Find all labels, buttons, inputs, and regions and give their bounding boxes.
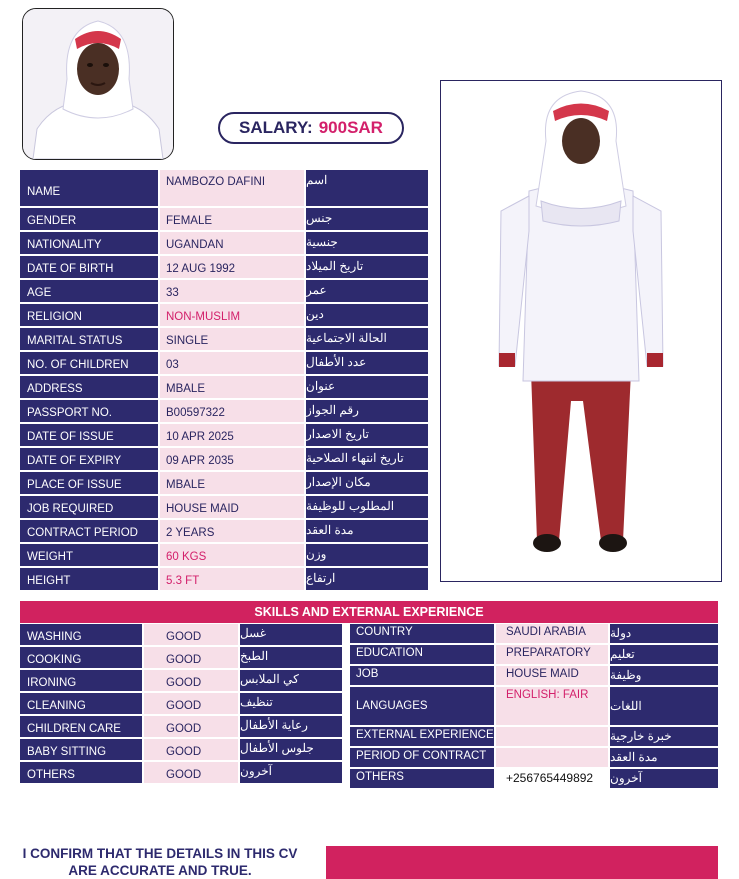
skill-label: CLEANING [20, 693, 142, 714]
experience-row [350, 727, 718, 746]
skill-label-ar: الطبخ [240, 647, 342, 668]
skill-row [20, 670, 342, 691]
bio-label: PLACE OF ISSUE [20, 472, 158, 494]
experience-label: PERIOD OF CONTRACT [350, 748, 494, 767]
skill-label-ar: رعاية الأطفال [240, 716, 342, 737]
experience-value: SAUDI ARABIA [496, 624, 608, 643]
skill-row [20, 624, 342, 645]
bio-label-ar: الحالة الاجتماعية [306, 328, 428, 350]
confirmation-statement: I CONFIRM THAT THE DETAILS IN THIS CV ARE ACCURATE AND TRUE. [22, 846, 298, 878]
bio-value: 12 AUG 1992 [160, 256, 304, 278]
experience-label: EXTERNAL EXPERIENCE [350, 727, 494, 746]
skill-label-ar: آخرون [240, 762, 342, 783]
bio-label: NAME [20, 170, 158, 206]
signature-bar [326, 846, 718, 879]
bio-label-ar: وزن [306, 544, 428, 566]
skill-label: BABY SITTING [20, 739, 142, 760]
bio-value: 10 APR 2025 [160, 424, 304, 446]
salary-label: SALARY: [239, 118, 313, 137]
bio-label: MARITAL STATUS [20, 328, 158, 350]
experience-label-ar: آخرون [610, 769, 718, 788]
experience-table [350, 624, 718, 790]
bio-label-ar: المطلوب للوظيفة [306, 496, 428, 518]
experience-label: LANGUAGES [350, 687, 494, 725]
bio-label-ar: تاريخ الميلاد [306, 256, 428, 278]
bio-row-contract [20, 520, 428, 542]
experience-value: ENGLISH: FAIR [496, 687, 608, 725]
full-length-photo [440, 80, 722, 582]
bio-label-ar: تاريخ الاصدار [306, 424, 428, 446]
skill-row [20, 739, 342, 760]
portrait-photo [22, 8, 174, 160]
experience-label: EDUCATION [350, 645, 494, 664]
experience-value: +256765449892 [496, 769, 608, 788]
bio-label-ar: اسم [306, 170, 428, 206]
skill-label: IRONING [20, 670, 142, 691]
experience-value: HOUSE MAID [496, 666, 608, 685]
bio-row-religion [20, 304, 428, 326]
bio-value: UGANDAN [160, 232, 304, 254]
bio-label: RELIGION [20, 304, 158, 326]
skill-label-ar: غسل [240, 624, 342, 645]
experience-row [350, 687, 718, 725]
skill-value: GOOD [144, 716, 238, 737]
experience-label: OTHERS [350, 769, 494, 788]
bio-row-issue-date [20, 424, 428, 446]
skill-label-ar: كي الملابس [240, 670, 342, 691]
experience-value [496, 727, 608, 746]
bio-label: DATE OF EXPIRY [20, 448, 158, 470]
skill-label: CHILDREN CARE [20, 716, 142, 737]
skill-label: OTHERS [20, 762, 142, 783]
bio-label: DATE OF ISSUE [20, 424, 158, 446]
bio-value: MBALE [160, 376, 304, 398]
bio-label: GENDER [20, 208, 158, 230]
skill-value: GOOD [144, 693, 238, 714]
bio-row-address [20, 376, 428, 398]
bio-row-marital [20, 328, 428, 350]
bio-label-ar: عمر [306, 280, 428, 302]
skill-value: GOOD [144, 762, 238, 783]
bio-label: JOB REQUIRED [20, 496, 158, 518]
bio-row-issue-place [20, 472, 428, 494]
experience-label-ar: تعليم [610, 645, 718, 664]
bio-value: B00597322 [160, 400, 304, 422]
experience-row [350, 624, 718, 643]
experience-label: JOB [350, 666, 494, 685]
bio-label: CONTRACT PERIOD [20, 520, 158, 542]
skill-row [20, 762, 342, 783]
bio-label: PASSPORT NO. [20, 400, 158, 422]
bio-label: WEIGHT [20, 544, 158, 566]
skill-label: COOKING [20, 647, 142, 668]
experience-label-ar: اللغات [610, 687, 718, 725]
bio-row-weight [20, 544, 428, 566]
bio-label-ar: عنوان [306, 376, 428, 398]
experience-label-ar: دولة [610, 624, 718, 643]
skill-row [20, 647, 342, 668]
bio-value: 60 KGS [160, 544, 304, 566]
skills-table [20, 624, 342, 785]
salary-value: 900SAR [318, 118, 383, 137]
experience-label-ar: وظيفة [610, 666, 718, 685]
bio-label-ar: جنسية [306, 232, 428, 254]
skill-value: GOOD [144, 670, 238, 691]
bio-label-ar: عدد الأطفال [306, 352, 428, 374]
bio-row-gender [20, 208, 428, 230]
bio-label-ar: مدة العقد [306, 520, 428, 542]
skill-row [20, 716, 342, 737]
bio-label: HEIGHT [20, 568, 158, 590]
bio-label: AGE [20, 280, 158, 302]
bio-value: 03 [160, 352, 304, 374]
bio-row-nationality [20, 232, 428, 254]
bio-value: NON-MUSLIM [160, 304, 304, 326]
skills-header: SKILLS AND EXTERNAL EXPERIENCE [20, 601, 718, 623]
experience-row [350, 645, 718, 664]
bio-row-name [20, 170, 428, 206]
bio-value: 09 APR 2035 [160, 448, 304, 470]
bio-label: NO. OF CHILDREN [20, 352, 158, 374]
skill-row [20, 693, 342, 714]
experience-row [350, 666, 718, 685]
experience-label: COUNTRY [350, 624, 494, 643]
bio-row-height [20, 568, 428, 590]
salary-badge [218, 112, 404, 144]
bio-value: 2 YEARS [160, 520, 304, 542]
bio-value: HOUSE MAID [160, 496, 304, 518]
experience-row [350, 748, 718, 767]
bio-row-dob [20, 256, 428, 278]
bio-label-ar: جنس [306, 208, 428, 230]
bio-row-expiry-date [20, 448, 428, 470]
experience-row [350, 769, 718, 788]
skill-value: GOOD [144, 647, 238, 668]
bio-label-ar: دين [306, 304, 428, 326]
experience-label-ar: خبرة خارجية [610, 727, 718, 746]
bio-value: MBALE [160, 472, 304, 494]
bio-label-ar: ارتفاع [306, 568, 428, 590]
bio-row-passport [20, 400, 428, 422]
skill-label-ar: جلوس الأطفال [240, 739, 342, 760]
bio-value: SINGLE [160, 328, 304, 350]
bio-value: NAMBOZO DAFINI [160, 170, 304, 206]
skill-value: GOOD [144, 739, 238, 760]
experience-value [496, 748, 608, 767]
skill-label-ar: تنظيف [240, 693, 342, 714]
experience-label-ar: مدة العقد [610, 748, 718, 767]
bio-row-job [20, 496, 428, 518]
bio-label-ar: رقم الجواز [306, 400, 428, 422]
bio-row-children [20, 352, 428, 374]
bio-label: NATIONALITY [20, 232, 158, 254]
bio-label: ADDRESS [20, 376, 158, 398]
skill-label: WASHING [20, 624, 142, 645]
experience-value: PREPARATORY [496, 645, 608, 664]
bio-value: 33 [160, 280, 304, 302]
bio-label-ar: تاريخ انتهاء الصلاحية [306, 448, 428, 470]
bio-row-age [20, 280, 428, 302]
bio-table [20, 170, 428, 592]
bio-label-ar: مكان الإصدار [306, 472, 428, 494]
bio-label: DATE OF BIRTH [20, 256, 158, 278]
bio-value: 5.3 FT [160, 568, 304, 590]
skill-value: GOOD [144, 624, 238, 645]
bio-value: FEMALE [160, 208, 304, 230]
